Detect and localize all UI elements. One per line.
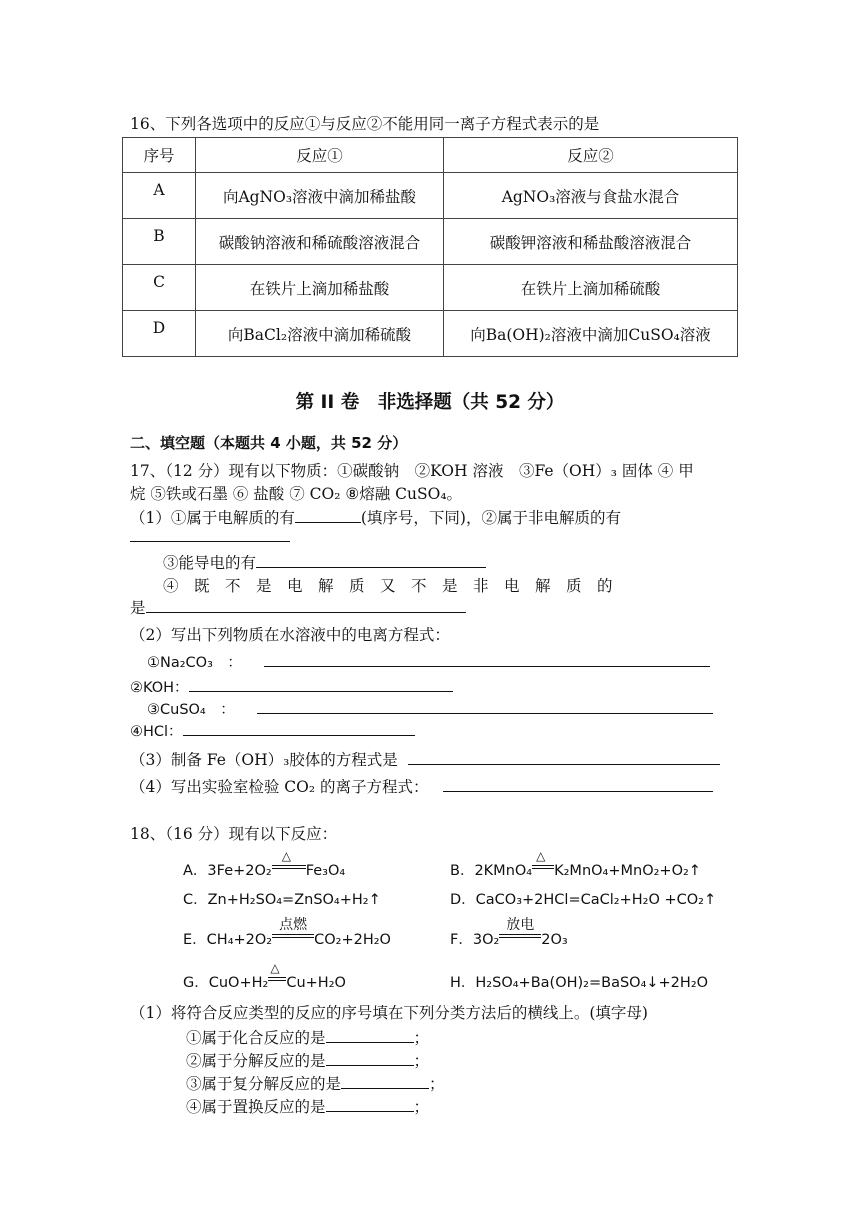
answer-blank[interactable] <box>257 698 713 714</box>
row-index: B <box>123 219 196 265</box>
row-reaction2: AgNO₃溶液与食盐水混合 <box>444 173 738 219</box>
heat-condition <box>532 849 554 875</box>
answer-blank[interactable] <box>326 1050 414 1066</box>
heat-condition <box>272 849 306 875</box>
q17-part1-label2: (填序号，下同)，②属于非电解质的有 <box>360 509 621 527</box>
header-reaction2: 反应② <box>444 138 738 173</box>
answer-blank[interactable] <box>130 526 290 542</box>
q18-stem: 18、（16 分）现有以下反应： <box>130 825 338 843</box>
q18-double-displacement-line: ③属于复分解反应的是 ； <box>186 1075 445 1093</box>
q16-table <box>122 137 738 357</box>
q17-conductive-line <box>163 551 486 573</box>
q18-combination-line: ①属于化合反应的是 ； <box>186 1029 430 1047</box>
reaction-e: E．CH₄+2O₂ 点燃 CO₂+2H₂O <box>183 917 391 948</box>
q18-decomposition-line: ②属于分解反应的是 ； <box>186 1052 430 1070</box>
reaction-a: A．3Fe+2O₂ △ Fe₃O₄ <box>183 849 346 879</box>
heat-condition <box>268 961 286 987</box>
q17-blank-line <box>130 526 290 546</box>
reaction-f: F．3O₂ 放电 2O₃ <box>450 917 568 948</box>
q17-stem-line2: 烷 ⑤铁或石墨 ⑥ 盐酸 ⑦ CO₂ ⑧熔融 CuSO₄。 <box>130 485 463 503</box>
row-index: D <box>123 311 196 357</box>
q18-part1-label: （1）将符合反应类型的反应的序号填在下列分类方法后的横线上。(填字母) <box>130 1004 648 1022</box>
row-reaction2: 碳酸钾溶液和稀盐酸溶液混合 <box>444 219 738 265</box>
q17-stem-line1: 17、（12 分）现有以下物质：①碳酸钠 ②KOH 溶液 ③Fe（OH）₃ 固体 ④ 甲 <box>130 462 694 480</box>
row-reaction1: 向AgNO₃溶液中滴加稀盐酸 <box>196 173 444 219</box>
q17-part3-line: （3）制备 Fe（OH）₃胶体的方程式是 <box>130 748 720 770</box>
header-index: 序号 <box>123 138 196 173</box>
answer-blank[interactable] <box>341 1073 429 1089</box>
row-reaction2: 向Ba(OH)₂溶液中滴加CuSO₄溶液 <box>444 311 738 357</box>
heat-icon: △ <box>281 849 291 863</box>
part2-title: 第 II 卷 非选择题（共 52 分） <box>295 392 565 413</box>
reaction-c: C．Zn+H₂SO₄=ZnSO₄+H₂↑ <box>183 892 381 908</box>
row-reaction1: 在铁片上滴加稀盐酸 <box>196 265 444 311</box>
q18-displacement-line: ④属于置换反应的是 ； <box>186 1098 430 1116</box>
q17-eq4-line: ④HCl： <box>130 720 423 741</box>
answer-blank[interactable] <box>264 651 710 667</box>
q17-neither-line: 是 <box>130 596 478 618</box>
answer-blank[interactable] <box>146 597 466 613</box>
answer-blank[interactable] <box>256 552 486 568</box>
table-row <box>123 173 738 219</box>
q17-eq1-line: ①Na₂CO₃ ： <box>147 651 710 672</box>
reaction-g: G．CuO+H₂ △ Cu+H₂O <box>183 961 346 991</box>
table-row <box>123 219 738 265</box>
q17-eq3-line: ③CuSO₄ ： <box>147 698 713 719</box>
row-index: C <box>123 265 196 311</box>
ignition-condition: 点燃 <box>272 928 314 944</box>
q17-part1-line <box>130 506 621 528</box>
table-row <box>123 311 738 357</box>
q16-stem: 16、下列各选项中的反应①与反应②不能用同一离子方程式表示的是 <box>130 115 600 133</box>
answer-blank[interactable] <box>189 676 453 692</box>
discharge-condition: 放电 <box>499 928 541 944</box>
section-heading: 二、填空题（本题共 4 小题，共 52 分） <box>130 434 408 452</box>
reaction-d: D．CaCO₃+2HCl=CaCl₂+H₂O +CO₂↑ <box>450 892 717 908</box>
reaction-b: B．2KMnO₄ △ K₂MnO₄+MnO₂+O₂↑ <box>450 849 701 879</box>
heat-icon: △ <box>536 849 546 863</box>
answer-blank[interactable] <box>183 720 415 736</box>
row-index: A <box>123 173 196 219</box>
answer-blank[interactable] <box>408 749 720 765</box>
table-header-row <box>123 138 738 173</box>
answer-blank[interactable] <box>326 1096 414 1112</box>
reaction-h: H．H₂SO₄+Ba(OH)₂=BaSO₄↓+2H₂O <box>450 975 709 991</box>
q17-part1-label: （1）①属于电解质的有 <box>130 509 295 527</box>
q17-part2-label: （2）写出下列物质在水溶液中的电离方程式： <box>130 626 450 644</box>
q17-part4-line: （4）写出实验室检验 CO₂ 的离子方程式： <box>130 775 713 797</box>
answer-blank[interactable] <box>443 776 713 792</box>
q17-conductive-label: ③能导电的有 <box>163 554 257 572</box>
heat-icon: △ <box>270 961 280 975</box>
answer-blank[interactable] <box>295 507 361 523</box>
table-row <box>123 265 738 311</box>
row-reaction1: 向BaCl₂溶液中滴加稀硫酸 <box>196 311 444 357</box>
header-reaction1: 反应① <box>196 138 444 173</box>
q17-eq2-line: ②KOH： <box>130 676 453 697</box>
row-reaction1: 碳酸钠溶液和稀硫酸溶液混合 <box>196 219 444 265</box>
q17-neither-label: ④ 既 不 是 电 解 质 又 不 是 非 电 解 质 的 <box>163 577 613 595</box>
answer-blank[interactable] <box>326 1027 414 1043</box>
row-reaction2: 在铁片上滴加稀硫酸 <box>444 265 738 311</box>
